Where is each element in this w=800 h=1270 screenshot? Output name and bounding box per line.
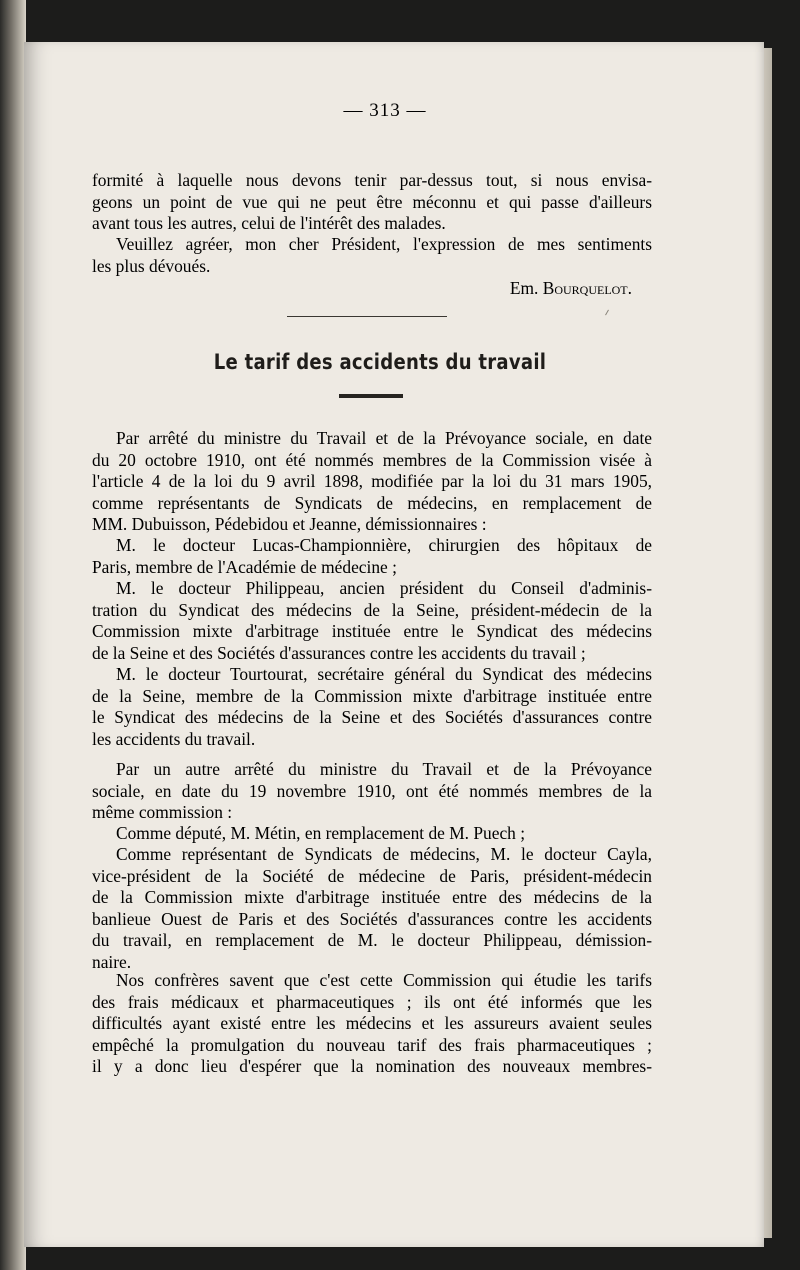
text-line: Veuillez agréer, mon cher Président, l'expression de mes sentiments bbox=[116, 234, 652, 254]
text-line: MM. Dubuisson, Pédebidou et Jeanne, démissionnaires : bbox=[92, 514, 487, 534]
text-line: formité à laquelle nous devons tenir par-dessus tout, si nous envisa- bbox=[92, 170, 652, 190]
paragraph-5 bbox=[92, 759, 652, 824]
text-line: l'article 4 de la loi du 9 avril 1898, modifiée par la loi du 31 mars 1905, bbox=[92, 471, 652, 491]
text-line: Comme député, M. Métin, en remplacement de M. Puech ; bbox=[116, 823, 526, 843]
text-line: les accidents du travail. bbox=[92, 728, 256, 749]
text-line: Par un autre arrêté du ministre du Travail et de la Prévoyance bbox=[116, 759, 652, 779]
previous-page-edge bbox=[0, 0, 26, 1270]
text-line: M. le docteur Philippeau, ancien président du Conseil d'adminis- bbox=[116, 578, 652, 598]
paragraph-8 bbox=[92, 970, 652, 1078]
text-line: du travail, en remplacement de M. le docteur Philippeau, démission- bbox=[92, 930, 652, 950]
text-line: tration du Syndicat des médecins de la Seine, président-médecin de la bbox=[92, 599, 652, 620]
text-line: de la Seine, membre de la Commission mixte d'arbitrage instituée entre bbox=[92, 685, 652, 706]
top-paragraph bbox=[92, 170, 652, 235]
text-line: Nos confrères savent que c'est cette Commission qui étudie les tarifs bbox=[116, 970, 652, 990]
text-line: Comme représentant de Syndicats de médecins, M. le docteur Cayla, bbox=[116, 844, 652, 864]
paragraph-6 bbox=[92, 823, 652, 845]
text-line: M. le docteur Tourtourat, secrétaire général du Syndicat des médecins bbox=[116, 664, 652, 684]
text-line: du 20 octobre 1910, ont été nommés membres de la Commission visée à bbox=[92, 449, 652, 470]
text-line: de la Commission mixte d'arbitrage instituée entre des médecins de la bbox=[92, 887, 652, 907]
text-line: comme représentants de Syndicats de médecins, en remplacement de bbox=[92, 492, 652, 513]
signature-name: Bourquelot. bbox=[542, 278, 632, 298]
text-line: vice-président de la Société de médecine de Paris, président-médecin bbox=[92, 865, 652, 886]
section-divider bbox=[287, 316, 447, 317]
paragraph-4 bbox=[92, 664, 652, 750]
text-line: le Syndicat des médecins de la Seine et des Sociétés d'assurances contre bbox=[92, 707, 652, 727]
signature bbox=[92, 278, 632, 300]
paragraph-3 bbox=[92, 578, 652, 664]
paragraph-1 bbox=[92, 428, 652, 536]
signature-first: Em. bbox=[509, 278, 539, 298]
text-line: il y a donc lieu d'espérer que la nomination des nouveaux membres- bbox=[92, 1056, 652, 1076]
text-line: difficultés ayant existé entre les médecins et les assureurs avaient seules bbox=[92, 1013, 652, 1033]
text-line: M. le docteur Lucas-Championnière, chirurgien des hôpitaux de bbox=[116, 535, 652, 555]
text-line: sociale, en date du 19 novembre 1910, ont été nommés membres de la bbox=[92, 780, 652, 801]
text-line: geons un point de vue qui ne peut être méconnu et qui passe d'ailleurs bbox=[92, 191, 652, 212]
page-number: — 313 — bbox=[343, 100, 427, 121]
text-line: les plus dévoués. bbox=[92, 255, 211, 276]
text-line: avant tous les autres, celui de l'intérêt des malades. bbox=[92, 213, 446, 233]
text-line: des frais médicaux et pharmaceutiques ; ils ont été informés que les bbox=[92, 991, 652, 1012]
paragraph-2 bbox=[92, 535, 652, 578]
article-title: Le tarif des accidents du travail bbox=[213, 350, 547, 374]
text-line: Paris, membre de l'Académie de médecine ; bbox=[92, 556, 397, 577]
text-line: de la Seine et des Sociétés d'assurances contre les accidents du travail ; bbox=[92, 642, 586, 663]
text-line: naire. bbox=[92, 951, 132, 972]
paragraph-7 bbox=[92, 844, 652, 973]
title-underline bbox=[339, 394, 403, 398]
text-line: empêché la promulgation du nouveau tarif des frais pharmaceutiques ; bbox=[92, 1034, 652, 1055]
text-line: Par arrêté du ministre du Travail et de la Prévoyance sociale, en date bbox=[116, 428, 652, 448]
text-line: banlieue Ouest de Paris et des Sociétés d'assurances contre les accidents bbox=[92, 908, 652, 929]
text-line: Commission mixte d'arbitrage instituée entre le Syndicat des médecins bbox=[92, 621, 652, 641]
closing-paragraph bbox=[92, 234, 652, 277]
text-line: même commission : bbox=[92, 802, 233, 822]
